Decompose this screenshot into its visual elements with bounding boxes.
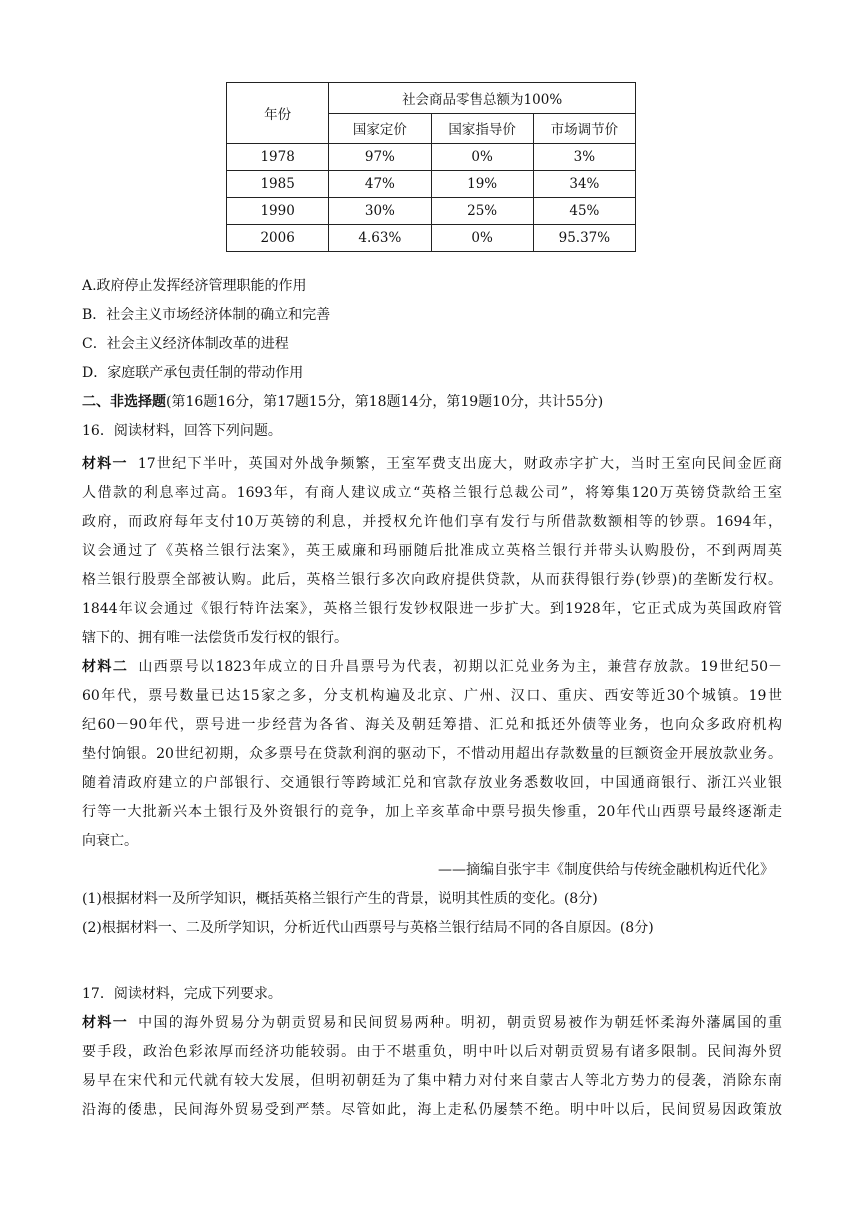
- table-cell: 3%: [533, 144, 635, 171]
- text-line: [82, 653, 782, 682]
- text-line: 向衰亡。: [82, 833, 138, 849]
- table-cell: 25%: [431, 198, 533, 225]
- option-d: D．家庭联产承包责任制的带动作用: [82, 365, 304, 381]
- text-line: 议会通过了《英格兰银行法案》，英王威廉和玛丽随后批准成立英格兰银行并带头认购股份，不到两周英: [82, 543, 782, 559]
- sub-question-1: (1)根据材料一及所学知识，概括英格兰银行产生的背景，说明其性质的变化。(8分): [82, 891, 598, 907]
- column-header: 国家指导价: [431, 113, 533, 144]
- material-label: 材料二: [82, 659, 129, 675]
- text-line-content: 中国的海外贸易分为朝贡贸易和民间贸易两种。明初，朝贡贸易被作为朝廷怀柔海外藩属国的重: [138, 1015, 783, 1031]
- text-line: 格兰银行股票全部被认购。此后，英格兰银行多次向政府提供贷款，从而获得银行券(钞票)的垄断发行权。: [82, 572, 782, 588]
- sub-question-2: (2)根据材料一、二及所学知识，分析近代山西票号与英格兰银行结局不同的各自原因。(8分): [82, 920, 654, 936]
- table-cell: 34%: [533, 171, 635, 198]
- table-cell: 97%: [329, 144, 431, 171]
- text-line: 60年代，票号数量已达15家之多，分支机构遍及北京、广州、汉口、重庆、西安等近30个城镇。19世: [82, 688, 782, 704]
- text-line-content: 山西票号以1823年成立的日升昌票号为代表，初期以汇兑业务为主，兼营存放款。19世纪50－: [138, 659, 783, 675]
- q16-material-2: [82, 653, 782, 943]
- text-line: 随着清政府建立的户部银行、交通银行等跨域汇兑和官款存放业务悉数收回，中国通商银行、浙江兴业银: [82, 775, 782, 791]
- table-cell: 95.37%: [533, 225, 635, 252]
- option-a: A.政府停止发挥经济管理职能的作用: [82, 278, 307, 294]
- year-cell: 1985: [227, 171, 329, 198]
- text-line: 要手段，政治色彩浓厚而经济功能较弱。由于不堪重负，明中叶以后对朝贡贸易有诸多限制。民间海外贸: [82, 1044, 782, 1060]
- text-line: 政府，而政府每年支付10万英镑的利息，并授权允许他们享有发行与所借款数额相等的钞票。1694年，: [82, 514, 782, 530]
- section-note: (第16题16分，第17题15分，第18题14分，第19题10分，共计55分): [166, 394, 604, 410]
- section-title: 二、非选择题: [82, 394, 166, 410]
- text-line: 行等一大批新兴本土银行及外资银行的竞争，加上辛亥革命中票号损失惨重，20年代山西票号最终逐渐走: [82, 804, 782, 820]
- text-line: 易早在宋代和元代就有较大发展，但明初朝廷为了集中精力对付来自蒙古人等北方势力的侵袭，消除东南: [82, 1073, 782, 1089]
- section-heading: [82, 388, 782, 417]
- q16-material-1: [82, 450, 782, 653]
- answer-options: [82, 272, 782, 446]
- material-label: 材料一: [82, 456, 128, 472]
- text-line-content: 17世纪下半叶，英国对外战争频繁，王室军费支出庞大，财政赤字扩大，当时王室向民间金匠商: [137, 456, 783, 472]
- table-cell: 30%: [329, 198, 431, 225]
- table-cell: 0%: [431, 225, 533, 252]
- text-line: [82, 1009, 782, 1038]
- table-cell: 4.63%: [329, 225, 431, 252]
- text-line: 人借款的利息率过高。1693年，有商人建议成立“英格兰银行总裁公司”，将筹集120万英镑贷款给王室: [82, 485, 782, 501]
- price-table: [226, 82, 636, 252]
- year-column-header: 年份: [227, 83, 329, 144]
- text-line: 辖下的、拥有唯一法偿货币发行权的银行。: [82, 630, 348, 646]
- year-cell: 1978: [227, 144, 329, 171]
- table-row: [227, 171, 636, 198]
- column-header: 国家定价: [329, 113, 431, 144]
- text-line: 沿海的倭患，民间海外贸易受到严禁。尽管如此，海上走私仍屡禁不绝。明中叶以后，民间贸易因政策放: [82, 1102, 782, 1118]
- table-row: [227, 198, 636, 225]
- table-cell: 19%: [431, 171, 533, 198]
- text-line: 1844年议会通过《银行特许法案》，英格兰银行发钞权限进一步扩大。到1928年，它正式成为英国政府管: [82, 601, 782, 617]
- table-cell: 45%: [533, 198, 635, 225]
- text-line: [82, 450, 782, 479]
- material-label: 材料一: [82, 1015, 129, 1031]
- table-header-row: [227, 83, 636, 114]
- table-row: [227, 144, 636, 171]
- year-cell: 2006: [227, 225, 329, 252]
- option-b: B．社会主义市场经济体制的确立和完善: [82, 307, 331, 323]
- year-cell: 1990: [227, 198, 329, 225]
- table-cell: 0%: [431, 144, 533, 171]
- column-header: 市场调节价: [533, 113, 635, 144]
- question-16-title: 16．阅读材料，回答下列问题。: [82, 423, 282, 439]
- table-cell: 47%: [329, 171, 431, 198]
- option-c: C．社会主义经济体制改革的进程: [82, 336, 289, 352]
- group-column-header: 社会商品零售总额为100%: [329, 83, 636, 114]
- table-row: [227, 225, 636, 252]
- text-line: 纪60－90年代，票号进一步经营为各省、海关及朝廷筹措、汇兑和抵还外债等业务，也向众多政府机构: [82, 717, 782, 733]
- q17-block: [82, 980, 782, 1125]
- text-line: 垫付饷银。20世纪初期，众多票号在贷款利润的驱动下，不惜动用超出存款数量的巨额资金开展放款业务。: [82, 746, 782, 762]
- question-17-title: 17．阅读材料，完成下列要求。: [82, 986, 282, 1002]
- source-citation: ——摘编自张宇丰《制度供给与传统金融机构近代化》: [438, 862, 774, 878]
